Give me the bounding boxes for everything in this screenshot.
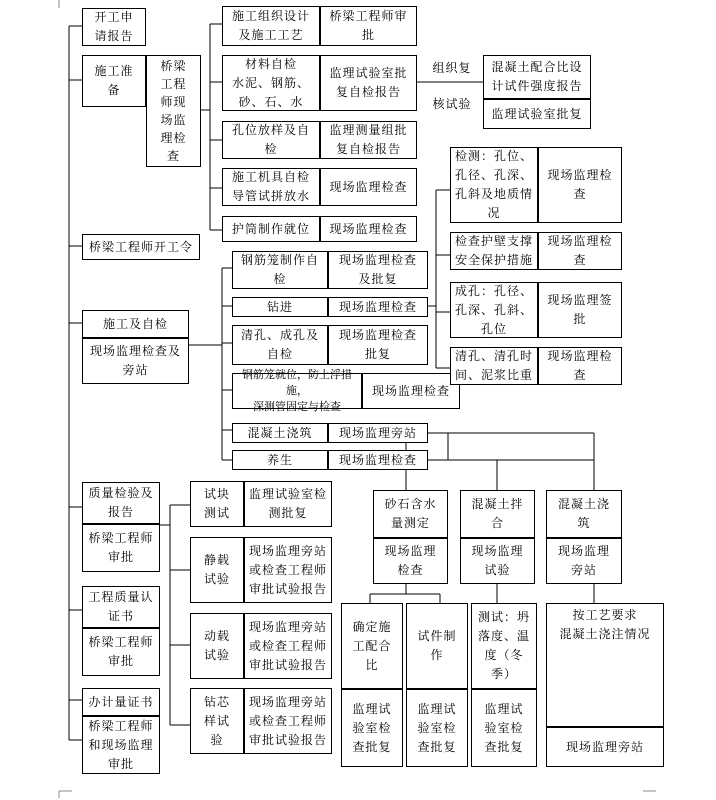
- label-zuzhifu: 组织复: [432, 60, 472, 75]
- node-ceshi-approval: 监理试 验室检 查批复: [471, 689, 537, 767]
- node-jiaozhu-approval: 现场监理旁站: [328, 423, 428, 443]
- node-qingkong-approval: 现场监理检查 批复: [328, 325, 428, 365]
- node-renzheng-approval: 桥梁工程师 审批: [82, 628, 160, 676]
- node-banhe: 混凝土拌 合: [460, 490, 535, 538]
- node-chengkong-approval: 现场监理签 批: [538, 282, 622, 338]
- node-jixie: 施工机具自检 导管试拼放水: [222, 168, 320, 206]
- node-peihebi: 混凝土配合比设 计试件强度报告: [483, 55, 591, 99]
- corner-mark-br: [642, 790, 656, 798]
- corner-mark-tr: [642, 0, 656, 8]
- node-shigong-zuzhi-approval: 桥梁工程师审 批: [320, 6, 417, 46]
- node-shigong-zhunbei: 施工准 备: [82, 55, 146, 107]
- node-jiaozhu: 混凝土浇筑: [232, 423, 328, 443]
- node-hutong-approval: 现场监理检查: [320, 216, 417, 242]
- node-hutong: 护筒制作就位: [222, 216, 320, 242]
- node-banhe-approval: 现场监理 试验: [460, 538, 535, 584]
- node-cailiao-approval: 监理试验室批 复自检报告: [320, 55, 417, 111]
- node-kongwei: 孔位放样及自 检: [222, 121, 320, 159]
- node-qingkong2: 清孔、清孔时 间、泥浆比重: [450, 347, 538, 385]
- node-queding-approval: 监理试 验室检 查批复: [341, 689, 403, 767]
- node-renzheng: 工程质量认 证书: [82, 586, 160, 628]
- node-kaigongling: 桥梁工程师开工令: [82, 234, 200, 260]
- node-shigong-zuzhi: 施工组织设计 及施工工艺: [222, 6, 320, 46]
- node-shigong-zijian-approval: 现场监理检查及 旁站: [82, 338, 189, 384]
- node-jiance1-approval: 现场监理检 查: [538, 147, 622, 223]
- node-shikuai-approval: 监理试验室检 测批复: [244, 481, 332, 527]
- label-heshiyan: 核试验: [432, 96, 472, 111]
- node-qingkong2-approval: 现场监理检 查: [538, 347, 622, 385]
- node-kongwei-approval: 监理测量组批 复自检报告: [320, 121, 417, 159]
- corner-mark-tl: [58, 0, 72, 8]
- node-zuanxin-approval: 现场监理旁站 或检查工程师 审批试验报告: [244, 688, 332, 754]
- node-jixie-approval: 现场监理检查: [320, 168, 417, 206]
- node-peihebi-approval: 监理试验室批复: [483, 99, 591, 129]
- node-jiance1: 检测：孔位、 孔径、孔深、 孔斜及地质情 况: [450, 147, 538, 223]
- node-queding: 确定施 工配合 比: [341, 603, 403, 689]
- node-gongyi: 按工艺要求 混凝土浇注情况: [546, 603, 664, 727]
- node-jiaozhu2-approval: 现场监理 旁站: [546, 538, 622, 584]
- node-cailiao: 材料自检 水泥、钢筋、 砂、石、水: [222, 55, 320, 111]
- node-jiliang: 办计量证书: [82, 688, 160, 716]
- node-jiuwei: 钢筋笼就位，防上浮措施， 深测管固定与检查: [232, 373, 362, 409]
- node-yangsheng: 养生: [232, 450, 328, 470]
- node-gangjinlong-approval: 现场监理检查 及批复: [328, 251, 428, 289]
- node-shijian: 试件制 作: [406, 603, 468, 689]
- node-yangsheng-approval: 现场监理检查: [328, 450, 428, 470]
- node-zhiliang-approval: 桥梁工程师 审批: [82, 524, 160, 572]
- node-ceshi: 测试：坍 落度、温 度（冬 季）: [471, 603, 537, 689]
- node-dongzai: 动载 试验: [190, 613, 244, 679]
- node-qingkong: 清孔、成孔及 自检: [232, 325, 328, 365]
- node-jingzai: 静载 试验: [190, 537, 244, 603]
- node-zhiliang-report: 质量检验及 报告: [82, 482, 160, 524]
- node-kaigong-report: 开工申 请报告: [82, 8, 146, 46]
- node-gongyi-approval: 现场监理旁站: [546, 727, 664, 767]
- node-zuanxin: 钻芯 样试 验: [190, 688, 244, 754]
- node-gangjinlong: 钢筋笼制作自 检: [232, 251, 328, 289]
- node-chengkong: 成孔：孔径、 孔深、孔斜、 孔位: [450, 282, 538, 338]
- node-jingzai-approval: 现场监理旁站 或检查工程师 审批试验报告: [244, 537, 332, 603]
- node-shikuai: 试块 测试: [190, 481, 244, 527]
- node-shijian-approval: 监理试 验室检 查批复: [406, 689, 468, 767]
- node-dongzai-approval: 现场监理旁站 或检查工程师 审批试验报告: [244, 613, 332, 679]
- node-shigong-zijian: 施工及自检: [82, 310, 189, 338]
- node-jiliang-approval: 桥梁工程师 和现场监理 审批: [82, 716, 160, 774]
- node-hubi-approval: 现场监理检 查: [538, 232, 622, 270]
- node-qiaoliang-xianchang: 桥梁 工程 师现 场监 理检 查: [146, 55, 201, 167]
- node-shashi-approval: 现场监理 检查: [373, 538, 448, 584]
- node-zuanjin-approval: 现场监理检查: [328, 297, 428, 317]
- corner-mark-bl: [58, 790, 72, 798]
- node-shashi: 砂石含水 量测定: [373, 490, 448, 538]
- node-jiaozhu2: 混凝土浇 筑: [546, 490, 622, 538]
- node-hubi: 检查护壁支撑 安全保护措施: [450, 232, 538, 270]
- node-jiuwei-approval: 现场监理检查: [362, 373, 460, 409]
- node-zuanjin: 钻进: [232, 297, 328, 317]
